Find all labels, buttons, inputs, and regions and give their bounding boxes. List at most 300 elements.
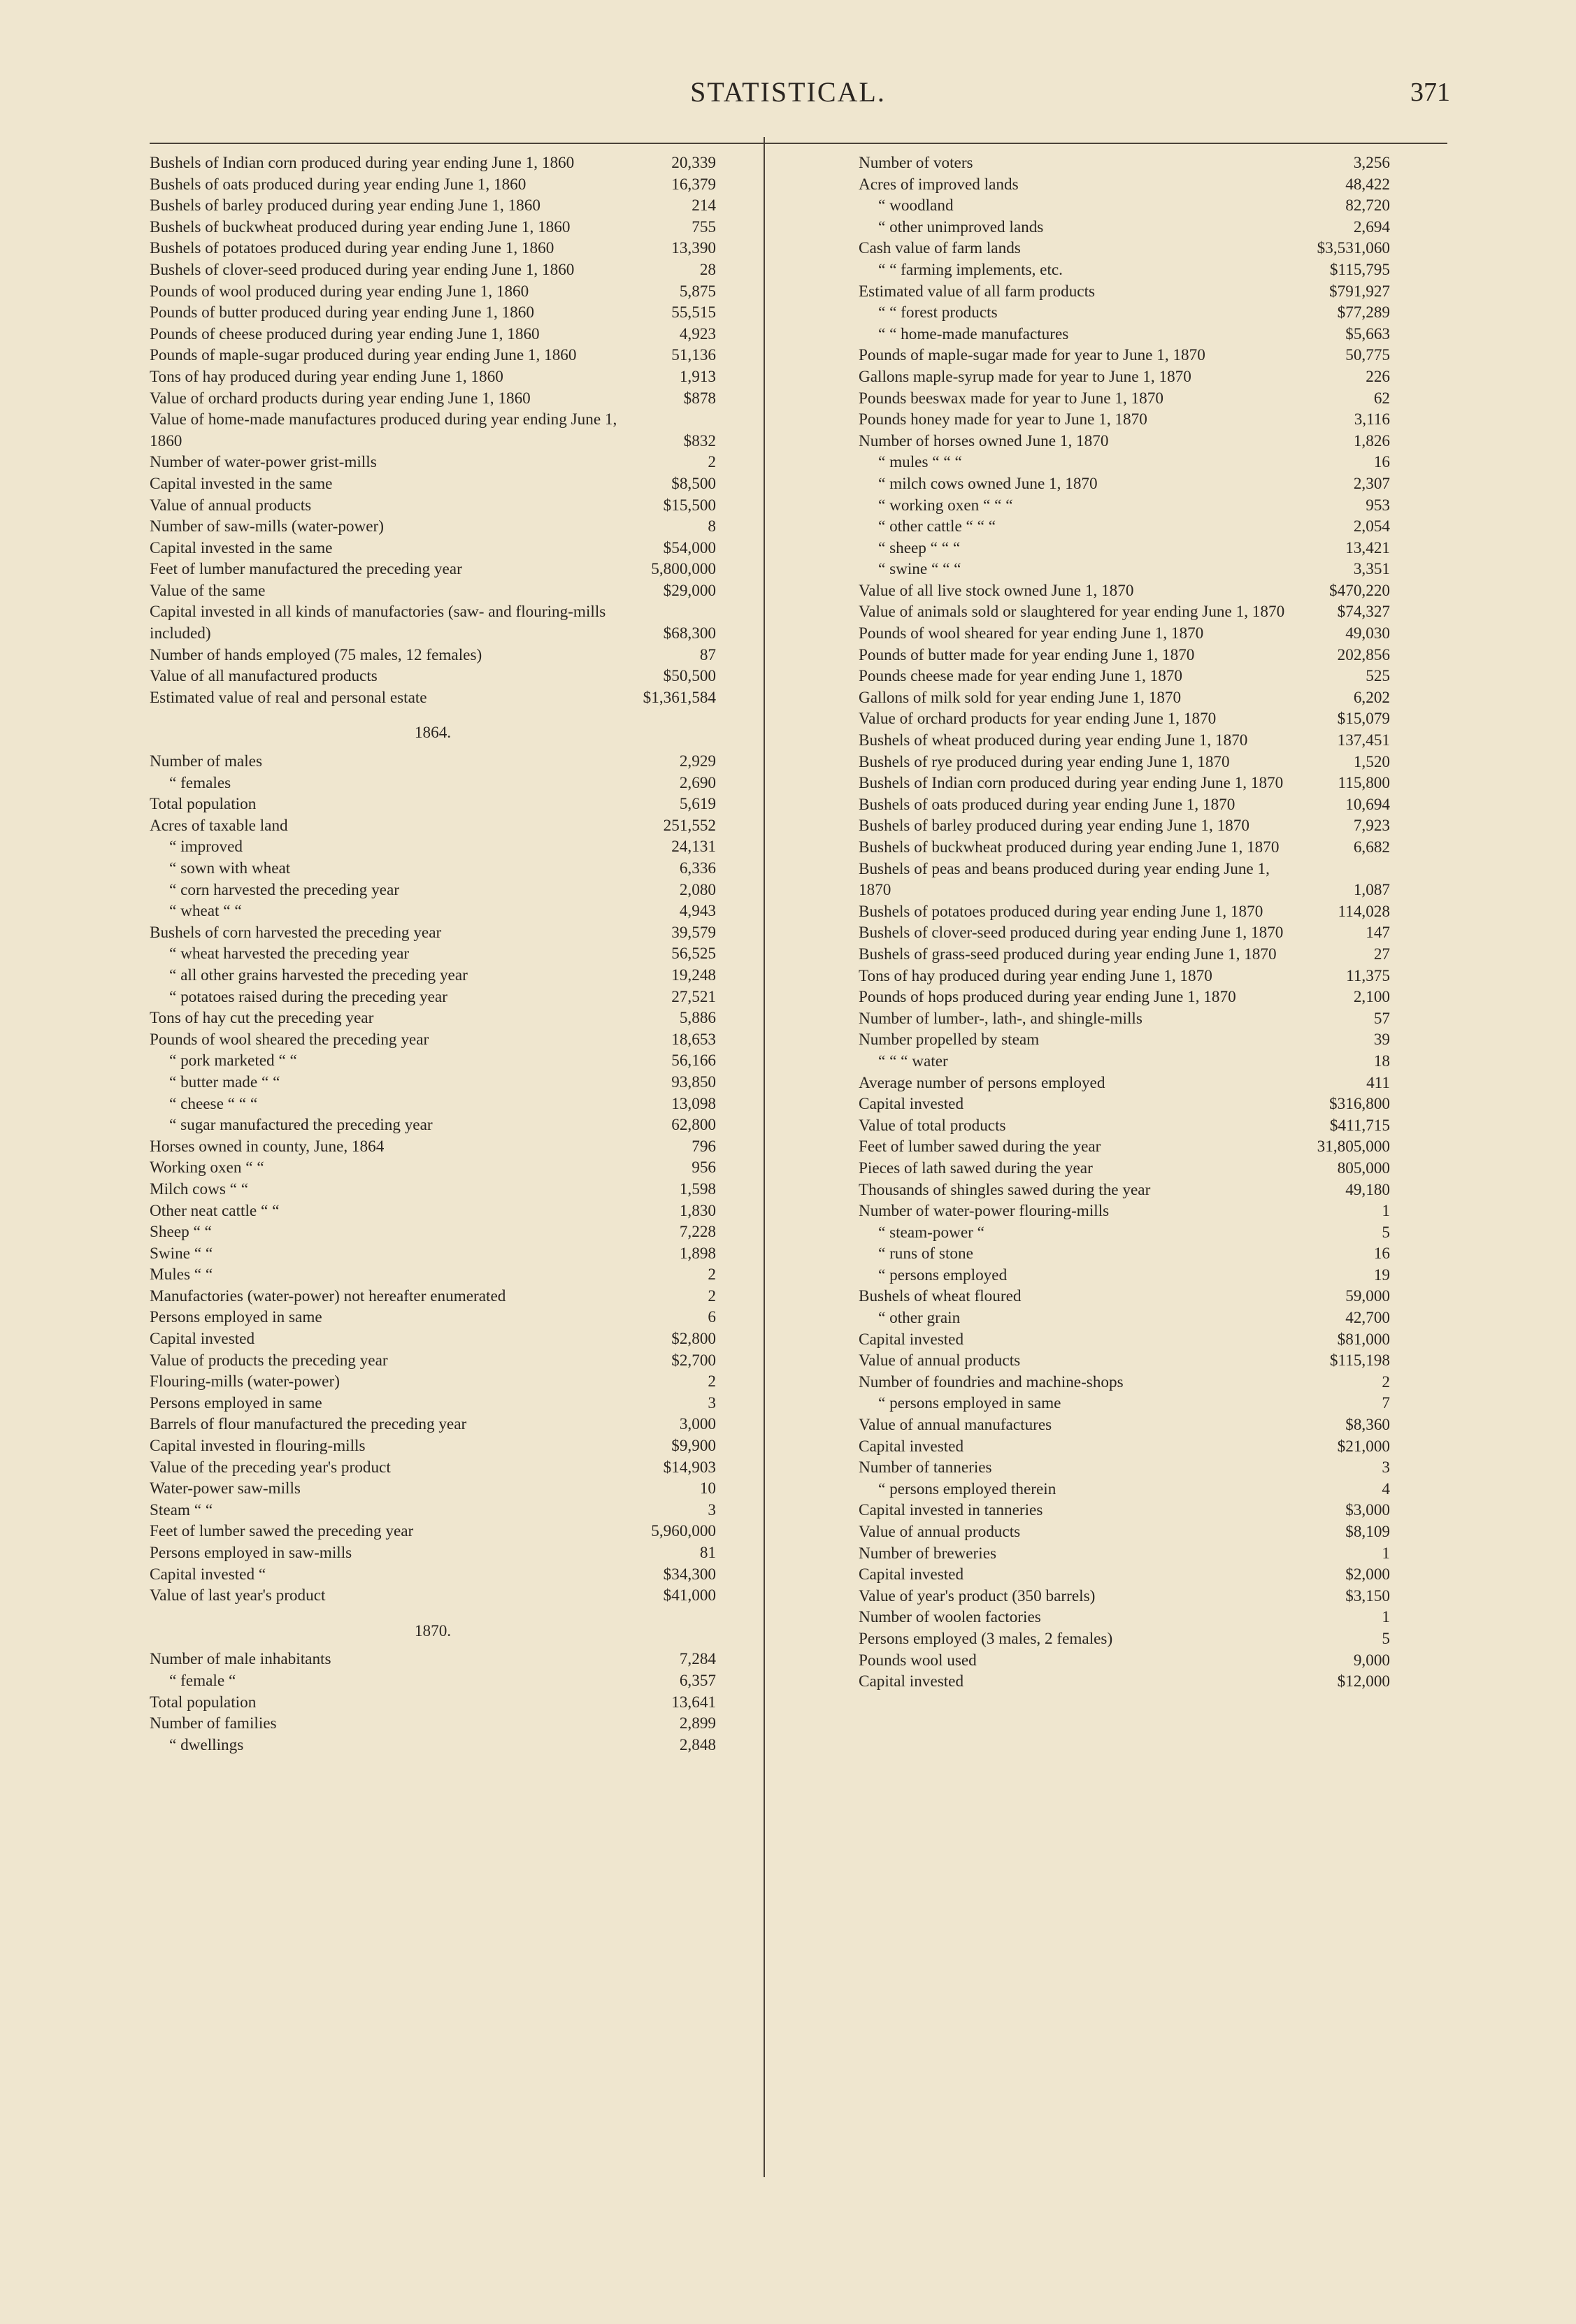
- right-column: [859, 152, 1390, 1693]
- stat-value: 42,700: [1345, 1309, 1390, 1328]
- stat-label: Persons employed in same: [150, 1308, 322, 1327]
- stat-label: Number of hands employed (75 males, 12 females): [150, 645, 482, 664]
- stat-entry: [859, 345, 1390, 366]
- stat-entry: [150, 1050, 716, 1072]
- stat-entry: [859, 1414, 1390, 1436]
- stat-entry: [859, 1350, 1390, 1372]
- stat-entry: [859, 495, 1390, 517]
- stat-entry: [859, 473, 1390, 495]
- stat-label: “ corn harvested the preceding year: [169, 880, 399, 899]
- stat-label: Capital invested: [859, 1565, 964, 1584]
- stat-value: 49,030: [1345, 624, 1390, 643]
- stat-entry: [150, 687, 716, 709]
- stat-entry: [859, 623, 1390, 645]
- stat-label: Number of tanneries: [859, 1458, 992, 1477]
- stat-value: 39,579: [671, 923, 716, 942]
- stat-entry: [859, 302, 1390, 324]
- stat-label: Persons employed in same: [150, 1393, 322, 1412]
- stat-entry: [150, 1114, 716, 1136]
- stat-entry: [150, 794, 716, 815]
- stat-value: 48,422: [1345, 175, 1390, 194]
- stat-entry: [150, 1692, 716, 1714]
- stat-value: $3,000: [1345, 1501, 1390, 1520]
- stat-entry: [150, 773, 716, 794]
- stat-value: 226: [1366, 367, 1390, 386]
- stat-entry: [859, 1543, 1390, 1565]
- stat-value: 59,000: [1345, 1287, 1390, 1306]
- stat-entry: [859, 1586, 1390, 1607]
- stat-label: Capital invested: [859, 1095, 964, 1114]
- stat-label: “ “ farming implements, etc.: [878, 260, 1063, 279]
- stat-label: Acres of improved lands: [859, 175, 1019, 194]
- stat-value: 1,598: [679, 1179, 716, 1198]
- stat-value: 5,875: [679, 282, 716, 301]
- stat-label: “ all other grains harvested the preceding year: [169, 966, 468, 984]
- stat-label: Cash value of farm lands: [859, 239, 1021, 258]
- stat-value: $9,900: [671, 1437, 716, 1456]
- section-heading: 1864.: [414, 724, 452, 743]
- stat-entry: [150, 152, 716, 174]
- stat-value: $470,220: [1329, 581, 1390, 600]
- stat-entry: [150, 516, 716, 538]
- stat-entry: [150, 601, 716, 644]
- stat-entry: [150, 495, 716, 517]
- stat-label: Persons employed (3 males, 2 females): [859, 1629, 1113, 1648]
- stat-label: Bushels of barley produced during year ending June 1, 1870: [859, 817, 1249, 835]
- stat-label: Swine “ “: [150, 1244, 213, 1263]
- stat-label: Value of last year's product: [150, 1586, 326, 1605]
- stat-entry: [859, 452, 1390, 473]
- stat-entry: [859, 1650, 1390, 1672]
- stat-entry: [150, 965, 716, 987]
- stat-label: “ “ home-made manufactures: [878, 324, 1069, 343]
- stat-label: Value of home-made manufactures produced during year ending June 1, 1860: [150, 410, 617, 450]
- stat-entry: [150, 1414, 716, 1435]
- stat-entry: [859, 1136, 1390, 1158]
- stat-value: 796: [692, 1137, 716, 1156]
- stat-value: 51,136: [671, 346, 716, 365]
- stat-value: 5,960,000: [651, 1522, 716, 1541]
- stat-value: $1,361,584: [643, 688, 716, 707]
- stat-label: Value of annual products: [150, 496, 312, 515]
- stat-entry: [150, 1157, 716, 1179]
- stat-entry: [150, 1007, 716, 1029]
- stat-value: 56,525: [671, 945, 716, 963]
- left-column: [150, 152, 716, 1756]
- stat-label: Pounds of wool sheared the preceding year: [150, 1030, 429, 1049]
- stat-label: “ wheat “ “: [169, 902, 242, 921]
- stat-entry: [859, 1607, 1390, 1628]
- stat-value: 1: [1382, 1608, 1390, 1627]
- stat-entry: [859, 687, 1390, 709]
- stat-entry: [150, 1371, 716, 1393]
- stat-label: Acres of taxable land: [150, 816, 288, 835]
- stat-value: $2,700: [671, 1351, 716, 1370]
- stat-value: 13,421: [1345, 538, 1390, 557]
- stat-value: 57: [1373, 1009, 1390, 1028]
- stat-label: “ milch cows owned June 1, 1870: [878, 474, 1098, 493]
- stat-label: “ swine “ “ “: [878, 560, 961, 579]
- stat-entry: [859, 1093, 1390, 1115]
- stat-value: 49,180: [1345, 1180, 1390, 1199]
- stat-label: “ other grain: [878, 1309, 961, 1328]
- stat-entry: [859, 388, 1390, 410]
- stat-label: Capital invested in tanneries: [859, 1501, 1043, 1520]
- stat-label: Pounds of maple-sugar produced during year ending June 1, 1860: [150, 346, 577, 365]
- stat-label: Working oxen “ “: [150, 1159, 264, 1177]
- stat-entry: [150, 195, 716, 217]
- stat-value: 1: [1382, 1202, 1390, 1221]
- stat-label: Value of total products: [859, 1116, 1006, 1135]
- stat-entry: [150, 345, 716, 366]
- stat-entry: [150, 1200, 716, 1222]
- stat-entry: [150, 1735, 716, 1756]
- stat-entry: [150, 922, 716, 944]
- stat-value: 6,336: [679, 859, 716, 877]
- stat-value: $411,715: [1329, 1116, 1390, 1135]
- stat-entry: [859, 859, 1390, 901]
- stat-value: $50,500: [663, 667, 716, 686]
- stat-value: 3: [708, 1393, 716, 1412]
- stat-entry: [859, 837, 1390, 859]
- stat-entry: [150, 538, 716, 559]
- stat-value: 1,087: [1353, 881, 1390, 900]
- stat-entry: [150, 1435, 716, 1457]
- stat-entry: [859, 1008, 1390, 1030]
- stat-value: 2: [708, 1265, 716, 1284]
- stat-value: $791,927: [1329, 282, 1390, 301]
- stat-entry: [150, 1585, 716, 1607]
- stat-entry: [859, 559, 1390, 580]
- stat-label: Value of orchard products during year ending June 1, 1860: [150, 389, 531, 408]
- stat-value: 525: [1366, 667, 1390, 686]
- stat-value: 1,913: [679, 367, 716, 386]
- stat-entry: [150, 1457, 716, 1479]
- stat-value: 2: [708, 1286, 716, 1305]
- stat-entry: [859, 1051, 1390, 1073]
- stat-label: Capital invested in all kinds of manufactories (saw- and flouring-mills included): [150, 603, 606, 643]
- stat-value: 55,515: [671, 303, 716, 322]
- stat-value: 214: [692, 196, 716, 215]
- stat-label: Tons of hay produced during year ending June 1, 1870: [859, 966, 1212, 985]
- stat-entry: [150, 324, 716, 345]
- stat-value: 1,898: [679, 1244, 716, 1263]
- stat-label: “ mules “ “ “: [878, 453, 962, 472]
- stat-label: Gallons of milk sold for year ending June 1, 1870: [859, 688, 1182, 707]
- stat-value: 1,830: [679, 1201, 716, 1220]
- stat-value: 39: [1373, 1031, 1390, 1049]
- stat-value: 2,080: [679, 880, 716, 899]
- stat-label: “ female “: [169, 1671, 236, 1690]
- stat-label: Bushels of grass-seed produced during year ending June 1, 1870: [859, 945, 1277, 963]
- stat-label: “ females: [169, 773, 231, 792]
- stat-label: Bushels of oats produced during year ending June 1, 1870: [859, 795, 1235, 814]
- stat-entry: [150, 559, 716, 580]
- stat-value: 19: [1373, 1265, 1390, 1284]
- stat-value: 13,390: [671, 239, 716, 258]
- stat-entry: [859, 815, 1390, 837]
- stat-label: Sheep “ “: [150, 1223, 212, 1242]
- stat-label: Bushels of buckwheat produced during year ending June 1, 1870: [859, 838, 1280, 856]
- stat-value: 31,805,000: [1317, 1138, 1390, 1156]
- stat-entry: [859, 1457, 1390, 1479]
- stat-value: $77,289: [1337, 303, 1390, 322]
- stat-label: Pounds of butter produced during year ending June 1, 1860: [150, 303, 534, 322]
- stat-label: Number of foundries and machine-shops: [859, 1372, 1124, 1391]
- stat-entry: [150, 1093, 716, 1115]
- stat-label: Number of voters: [859, 154, 973, 172]
- stat-entry: [859, 324, 1390, 345]
- stat-value: $68,300: [663, 624, 716, 643]
- stat-label: Bushels of clover-seed produced during year ending June 1, 1870: [859, 924, 1284, 942]
- stat-label: “ persons employed in same: [878, 1394, 1061, 1413]
- stat-value: 7: [1382, 1394, 1390, 1413]
- stat-label: “ potatoes raised during the preceding year: [169, 987, 447, 1006]
- stat-value: 953: [1366, 496, 1390, 515]
- stat-value: 24,131: [671, 838, 716, 856]
- stat-entry: [150, 987, 716, 1008]
- column-divider: [764, 137, 765, 2177]
- stat-label: Bushels of clover-seed produced during year ending June 1, 1860: [150, 260, 575, 279]
- stat-entry: [859, 281, 1390, 303]
- stat-entry: [859, 1479, 1390, 1500]
- stat-label: Bushels of Indian corn produced during year ending June 1, 1860: [150, 154, 575, 172]
- stat-entry: [150, 580, 716, 602]
- stat-entry: [859, 1179, 1390, 1201]
- stat-entry: [859, 922, 1390, 944]
- stat-entry: [859, 1564, 1390, 1586]
- stat-value: 7,284: [679, 1650, 716, 1669]
- stat-label: Number of breweries: [859, 1544, 997, 1563]
- stat-value: 1,826: [1353, 431, 1390, 450]
- stat-label: Number of males: [150, 752, 262, 771]
- stat-entry: [859, 1115, 1390, 1137]
- stat-entry: [859, 730, 1390, 752]
- stat-value: 7,923: [1353, 817, 1390, 835]
- stat-entry: [859, 1436, 1390, 1458]
- stat-value: $316,800: [1329, 1095, 1390, 1114]
- stat-value: $2,800: [671, 1330, 716, 1349]
- stat-label: “ runs of stone: [878, 1245, 973, 1263]
- page-title: STATISTICAL.: [690, 76, 886, 108]
- stat-value: 755: [692, 217, 716, 236]
- stat-label: Pounds of wool produced during year ending June 1, 1860: [150, 282, 529, 301]
- stat-entry: [150, 901, 716, 922]
- stat-entry: [859, 773, 1390, 794]
- stat-value: 18: [1373, 1052, 1390, 1070]
- stat-label: Capital invested: [150, 1330, 255, 1349]
- page-number: 371: [1410, 78, 1450, 107]
- stat-entry: [859, 1671, 1390, 1693]
- stat-label: Number of water-power grist-mills: [150, 453, 377, 472]
- stat-entry: [150, 1393, 716, 1414]
- stat-label: Bushels of peas and beans produced during year ending June 1, 1870: [859, 859, 1270, 900]
- stat-label: “ woodland: [878, 196, 954, 215]
- stat-label: Flouring-mills (water-power): [150, 1372, 340, 1391]
- stat-value: 20,339: [671, 154, 716, 172]
- stat-entry: [859, 1158, 1390, 1179]
- stat-value: 82,720: [1345, 196, 1390, 215]
- stat-value: 2,848: [679, 1735, 716, 1754]
- stat-entry: [859, 1628, 1390, 1650]
- stat-value: $8,109: [1345, 1523, 1390, 1541]
- stat-label: Value of orchard products for year ending June 1, 1870: [859, 710, 1217, 729]
- stat-entry: [150, 217, 716, 238]
- stat-label: “ persons employed: [878, 1265, 1008, 1284]
- stat-label: Capital invested: [859, 1437, 964, 1456]
- stat-label: Other neat cattle “ “: [150, 1201, 280, 1220]
- stat-value: 19,248: [671, 966, 716, 984]
- stat-entry: [150, 174, 716, 196]
- stat-entry: [859, 1243, 1390, 1265]
- stat-entry: [859, 645, 1390, 666]
- stat-label: Number propelled by steam: [859, 1031, 1040, 1049]
- stat-label: Number of lumber-, lath-, and shingle-mills: [859, 1009, 1142, 1028]
- stat-label: Capital invested “: [150, 1565, 266, 1584]
- stat-label: Bushels of potatoes produced during year ending June 1, 1870: [859, 902, 1263, 921]
- stat-entry: [859, 431, 1390, 452]
- stat-entry: [859, 1029, 1390, 1051]
- stat-label: “ improved: [169, 838, 243, 856]
- stat-entry: [859, 901, 1390, 923]
- stat-label: Value of the same: [150, 581, 266, 600]
- stat-label: Value of year's product (350 barrels): [859, 1586, 1096, 1605]
- stat-value: 16,379: [671, 175, 716, 194]
- stat-entry: [150, 1564, 716, 1586]
- stat-value: 6,357: [679, 1671, 716, 1690]
- stat-entry: [150, 1521, 716, 1542]
- stat-value: 114,028: [1338, 902, 1390, 921]
- stat-entry: [150, 1670, 716, 1692]
- stat-value: 16: [1373, 453, 1390, 472]
- stat-value: 18,653: [671, 1030, 716, 1049]
- stat-value: $115,795: [1329, 260, 1390, 279]
- stat-value: 56,166: [671, 1052, 716, 1070]
- stat-entry: [150, 1072, 716, 1093]
- stat-label: Capital invested: [859, 1672, 964, 1691]
- stat-value: 6,682: [1353, 838, 1390, 856]
- stat-value: 4: [1382, 1479, 1390, 1498]
- stat-entry: [150, 388, 716, 410]
- stat-label: Manufactories (water-power) not hereafter enumerated: [150, 1286, 506, 1305]
- stat-value: 9,000: [1353, 1651, 1390, 1670]
- stat-entry: [150, 751, 716, 773]
- stat-label: Steam “ “: [150, 1500, 213, 1519]
- stat-value: 3: [1382, 1458, 1390, 1477]
- stat-entry: [859, 1372, 1390, 1393]
- stat-entry: [859, 409, 1390, 431]
- stat-entry: [150, 1542, 716, 1564]
- stat-label: “ “ forest products: [878, 303, 998, 322]
- stat-entry: [859, 516, 1390, 538]
- stat-value: 2,054: [1353, 517, 1390, 536]
- stat-entry: [859, 1073, 1390, 1094]
- stat-value: 4,923: [679, 324, 716, 343]
- stat-entry: [859, 966, 1390, 987]
- stat-entry: [859, 1521, 1390, 1543]
- stat-label: Feet of lumber manufactured the preceding year: [150, 560, 462, 579]
- stat-entry: [150, 1221, 716, 1243]
- stat-entry: [150, 302, 716, 324]
- stat-label: Number of families: [150, 1714, 277, 1733]
- stat-value: 805,000: [1337, 1159, 1390, 1177]
- stat-label: Capital invested in the same: [150, 538, 333, 557]
- stat-value: $34,300: [663, 1565, 716, 1584]
- stat-label: Value of annual manufactures: [859, 1416, 1052, 1435]
- stat-label: “ sheep “ “ “: [878, 538, 961, 557]
- stat-value: $878: [683, 389, 716, 408]
- stat-label: “ butter made “ “: [169, 1073, 280, 1091]
- stat-label: “ “ “ water: [878, 1052, 948, 1070]
- stat-value: 5,619: [679, 795, 716, 814]
- stat-entry: [859, 752, 1390, 773]
- stat-entry: [859, 152, 1390, 174]
- stat-value: $81,000: [1337, 1330, 1390, 1349]
- stat-value: 13,641: [671, 1693, 716, 1712]
- stat-entry: [859, 944, 1390, 966]
- stat-value: 5,886: [679, 1009, 716, 1028]
- stat-entry: [859, 1286, 1390, 1307]
- stat-value: 27: [1373, 945, 1390, 963]
- stat-value: $8,360: [1345, 1416, 1390, 1435]
- stat-value: $8,500: [671, 474, 716, 493]
- stat-label: Pounds cheese made for year ending June 1, 1870: [859, 667, 1182, 686]
- stat-label: “ other cattle “ “ “: [878, 517, 996, 536]
- stat-entry: [150, 880, 716, 901]
- stat-label: Pieces of lath sawed during the year: [859, 1159, 1093, 1177]
- stat-label: “ steam-power “: [878, 1223, 984, 1242]
- stat-label: Bushels of oats produced during year ending June 1, 1860: [150, 175, 526, 194]
- stat-entry: [150, 473, 716, 495]
- section-heading: 1870.: [414, 1621, 452, 1640]
- stat-entry: [859, 217, 1390, 238]
- stat-entry: [150, 1307, 716, 1328]
- stat-value: 2,690: [679, 773, 716, 792]
- stat-value: 251,552: [663, 816, 716, 835]
- stat-label: Barrels of flour manufactured the preceding year: [150, 1415, 467, 1434]
- stat-value: 5: [1382, 1629, 1390, 1648]
- stat-value: $54,000: [663, 538, 716, 557]
- stat-value: 2: [708, 453, 716, 472]
- stat-label: Value of products the preceding year: [150, 1351, 388, 1370]
- stat-label: Capital invested in the same: [150, 474, 333, 493]
- stat-label: Tons of hay produced during year ending June 1, 1860: [150, 367, 503, 386]
- stat-entry: [859, 174, 1390, 196]
- stat-value: 115,800: [1338, 774, 1390, 793]
- stat-value: 137,451: [1337, 731, 1390, 750]
- stat-value: 13,098: [671, 1094, 716, 1113]
- stat-value: 27,521: [671, 987, 716, 1006]
- stat-label: Persons employed in saw-mills: [150, 1544, 352, 1562]
- stat-entry: [859, 259, 1390, 281]
- stat-label: Water-power saw-mills: [150, 1479, 301, 1498]
- stat-label: Average number of persons employed: [859, 1073, 1105, 1092]
- stat-label: Pounds wool used: [859, 1651, 977, 1670]
- stat-label: Pounds honey made for year to June 1, 1870: [859, 410, 1147, 429]
- stat-label: Total population: [150, 1693, 257, 1712]
- stat-label: Mules “ “: [150, 1265, 213, 1284]
- page-header: [0, 76, 1576, 117]
- stat-value: 10: [699, 1479, 716, 1498]
- stat-value: 7,228: [679, 1223, 716, 1242]
- stat-label: “ persons employed therein: [878, 1479, 1056, 1498]
- stat-value: 3,256: [1353, 154, 1390, 172]
- stat-label: Pounds of hops produced during year ending June 1, 1870: [859, 988, 1236, 1007]
- stat-label: Pounds of maple-sugar made for year to June 1, 1870: [859, 346, 1205, 365]
- stat-label: Number of water-power flouring-mills: [859, 1202, 1110, 1221]
- stat-value: 4,943: [679, 902, 716, 921]
- stat-label: Bushels of barley produced during year ending June 1, 1860: [150, 196, 540, 215]
